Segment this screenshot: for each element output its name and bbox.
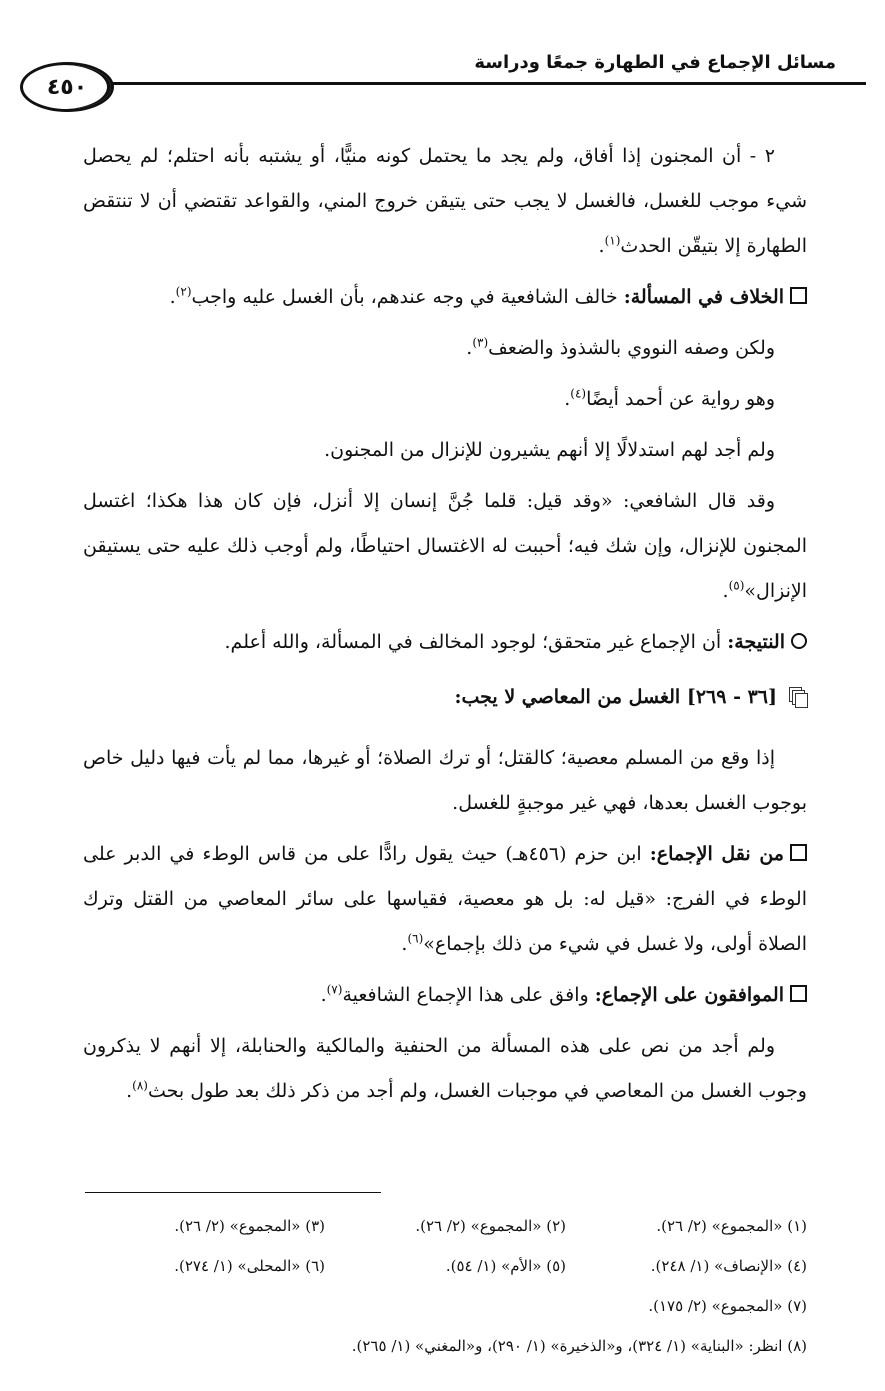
footnote-ref: (١) [604,233,621,248]
header-rule [110,82,866,85]
paragraph-text: ولم أجد لهم استدلالًا إلا أنهم يشيرون للإنزال من المجنون. [324,439,775,461]
footnote: (٢) «المجموع» (٢/ ٢٦). [415,1217,566,1235]
muwafiqun-label: الموافقون على الإجماع: [594,984,784,1006]
footnote: (٧) «المجموع» (٢/ ١٧٥). [648,1297,807,1315]
paragraph: ٢ - أن المجنون إذا أفاق، ولم يجد ما يحتمل كونه منيًّا، أو يشتبه بأنه احتلم؛ لم يحصل شيء موجب للغسل، فالغسل لا يجب حتى يتيقن خروج المني، والقواعد تقتضي أن لا تنتقض الطهارة إلا بتيقّن الحدث$^{(١)}$. [83,145,807,257]
footnote: (٦) «المحلى» (١/ ٢٧٤). [174,1257,325,1275]
paragraph: وقد قال الشافعي: «وقد قيل: قلما جُنَّ إنسان إلا أنزل، فإن كان هذا هكذا؛ اغتسل المجنون للإنزال، وإن شك فيه؛ أحببت له الاغتسال احتياطًا، ولم أوجب ذلك عليه حتى يستيقن الإنزال»$^{(٥)}$. [83,490,807,602]
footnote: (٨) انظر: «البناية» (١/ ٣٢٤)، و«الذخيرة» (١/ ٢٩٠)، و«المغني» (١/ ٢٦٥). [351,1337,807,1355]
section-heading [83,675,807,720]
paragraph-text: ابن حزم (٤٥٦هـ) حيث يقول رادًّا على من قاس الوطء في الدبر على الوطء في الفرج: «قيل له: بل هو معصية، فقياسها على سائر المعاصي من القتل وترك الصلاة أولى، ولا غسل في شيء من ذلك بإجماع» [83,843,807,955]
footnote: (١) «المجموع» (٢/ ٢٦). [656,1217,807,1235]
running-title: مسائل الإجماع في الطهارة جمعًا ودراسة [474,52,836,73]
footnote-ref: (٥) [728,578,745,593]
documents-icon [789,687,807,705]
paragraph-text: ولم أجد من نص على هذه المسألة من الحنفية والمالكية والحنابلة، إلا أنهم لا يذكرون وجوب الغسل من المعاصي في موجبات الغسل، ولم أجد من ذكر ذلك بعد طول بحث [83,1035,807,1102]
paragraph-text: خالف الشافعية في وجه عندهم، بأن الغسل عليه واجب [191,286,624,308]
paragraph: من نقل الإجماع: ابن حزم (٤٥٦هـ) حيث يقول رادًّا على من قاس الوطء في الدبر على الوطء في الفرج: «قيل له: بل هو معصية، فقياسها على سائر المعاصي من القتل وترك الصلاة أولى، ولا غسل في شيء من ذلك بإجماع»$^{(٦)}$. [83,843,807,955]
paragraph: ولم أجد من نص على هذه المسألة من الحنفية والمالكية والحنابلة، إلا أنهم لا يذكرون وجوب الغسل من المعاصي في موجبات الغسل، ولم أجد من ذكر ذلك بعد طول بحث$^{(٨)}$. [83,1035,807,1102]
paragraph-text: ولكن وصفه النووي بالشذوذ والضعف [488,337,775,359]
footnote-row [83,1246,807,1286]
main-text [83,134,807,1120]
paragraph-text: وافق على هذا الإجماع الشافعية [342,984,595,1006]
paragraph-text: وقد قال الشافعي: «وقد قيل: قلما جُنَّ إنسان إلا أنزل، فإن كان هذا هكذا؛ اغتسل المجنون للإنزال، وإن شك فيه؛ أحببت له الاغتسال احتياطًا، ولم أوجب ذلك عليه حتى يستيقن الإنزال» [83,490,807,602]
footnote-ref: (٣) [472,335,489,350]
paragraph [83,620,807,665]
square-bullet-icon [790,287,807,304]
paragraph [83,736,807,826]
footnotes [83,1206,807,1366]
natija-label: النتيجة: [727,631,785,653]
footnote: (٣) «المجموع» (٢/ ٢٦). [174,1217,325,1235]
paragraph-text: أن الإجماع غير متحقق؛ لوجود المخالف في المسألة، والله أعلم. [224,631,728,653]
footnote-ref: (٨) [132,1078,148,1093]
footnote-ref: (٧) [326,982,343,997]
footnote-ref: (٤) [570,386,587,401]
naql-label: من نقل الإجماع: [649,843,784,865]
paragraph-text: إذا وقع من المسلم معصية؛ كالقتل؛ أو ترك الصلاة؛ أو غيرها، مما لم يأت فيها دليل خاص بوجوب الغسل بعدها، فهي غير موجبةٍ للغسل. [83,747,807,814]
footnote: (٥) «الأم» (١/ ٥٤). [445,1257,566,1275]
paragraph: الخلاف في المسألة: خالف الشافعية في وجه عندهم، بأن الغسل عليه واجب$^{(٢)}$. [83,275,807,320]
footnote-row [83,1206,807,1246]
page-number: ٤٥٠ [20,62,114,112]
khilaf-label: الخلاف في المسألة: [623,286,784,308]
paragraph [83,428,807,473]
paragraph: ولكن وصفه النووي بالشذوذ والضعف$^{(٣)}$. [466,335,775,359]
section-title: [٣٦ - ٢٦٩] الغسل من المعاصي لا يجب: [454,686,777,708]
footnote-ref: (٦) [407,931,424,946]
paragraph-text: ٢ - أن المجنون إذا أفاق، ولم يجد ما يحتمل كونه منيًّا، أو يشتبه بأنه احتلم؛ لم يحصل شيء موجب للغسل، فالغسل لا يجب حتى يتيقن خروج المني، والقواعد تقتضي أن لا تنتقض الطهارة إلا بتيقّن الحدث [83,145,807,257]
footnote-separator [85,1192,381,1193]
footnote: (٤) «الإنصاف» (١/ ٢٤٨). [650,1257,807,1275]
square-bullet-icon [790,985,807,1002]
paragraph-text: وهو رواية عن أحمد أيضًا [586,388,775,410]
footnote-ref: (٢) [175,284,192,299]
page-header [20,40,866,120]
paragraph: وهو رواية عن أحمد أيضًا$^{(٤)}$. [564,386,775,410]
paragraph: الموافقون على الإجماع: وافق على هذا الإجماع الشافعية$^{(٧)}$. [83,973,807,1018]
circle-bullet-icon [791,633,807,649]
square-bullet-icon [790,844,807,861]
